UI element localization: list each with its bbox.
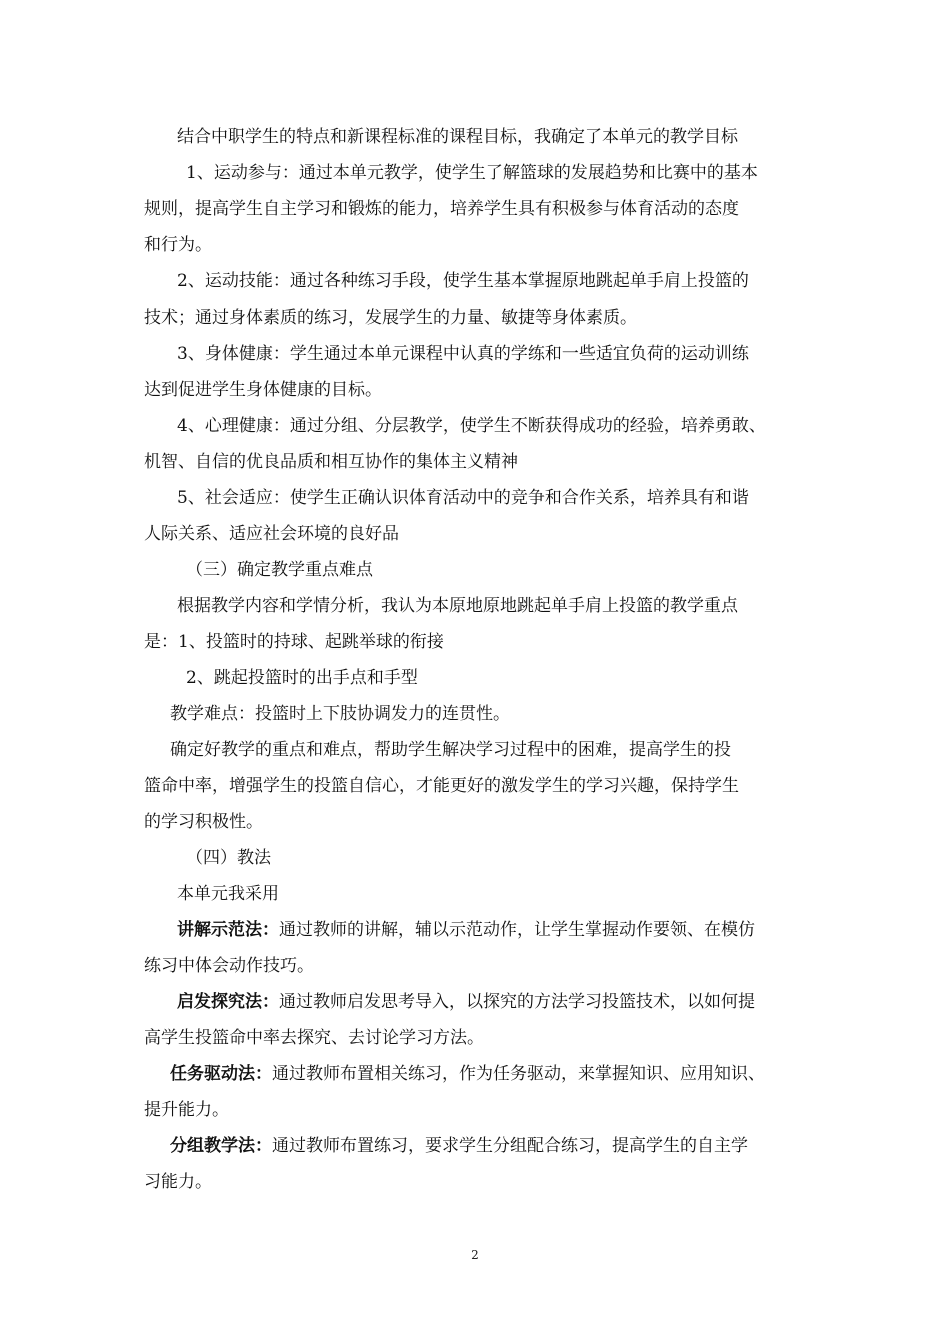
paragraph-line: 1、运动参与：通过本单元教学，使学生了解篮球的发展趋势和比赛中的基本 (186, 163, 758, 183)
section-heading: （三）确定教学重点难点 (186, 560, 373, 580)
paragraph-line: 是：1、投篮时的持球、起跳举球的衔接 (144, 632, 444, 652)
paragraph-line: 2、跳起投篮时的出手点和手型 (186, 668, 418, 688)
method-text: 通过教师启发思考导入，以探究的方法学习投篮技术，以如何提 (279, 992, 755, 1012)
paragraph-line: 人际关系、适应社会环境的良好品 (144, 524, 399, 544)
method-text: 提升能力。 (144, 1100, 229, 1120)
paragraph-line: 结合中职学生的特点和新课程标准的课程目标，我确定了本单元的教学目标 (177, 127, 738, 147)
method-line (170, 1064, 765, 1084)
paragraph-line: 根据教学内容和学情分析，我认为本原地原地跳起单手肩上投篮的教学重点 (177, 596, 738, 616)
section-heading: （四）教法 (186, 848, 271, 868)
method-line (177, 992, 755, 1012)
paragraph-line: 技术；通过身体素质的练习，发展学生的力量、敏捷等身体素质。 (144, 308, 637, 328)
paragraph-line: 篮命中率，增强学生的投篮自信心，才能更好的激发学生的学习兴趣，保持学生 (144, 776, 739, 796)
method-term: 讲解示范法： (177, 920, 279, 940)
method-line (177, 920, 755, 940)
method-text: 练习中体会动作技巧。 (144, 956, 314, 976)
method-line (144, 1028, 484, 1048)
method-line (144, 956, 314, 976)
page-number: 2 (471, 1248, 479, 1262)
paragraph-line: 教学难点：投篮时上下肢协调发力的连贯性。 (170, 704, 510, 724)
paragraph-line: 机智、自信的优良品质和相互协作的集体主义精神 (144, 452, 518, 472)
method-term: 分组教学法： (170, 1136, 272, 1156)
method-text: 习能力。 (144, 1172, 212, 1192)
method-line (144, 1100, 229, 1120)
method-text: 通过教师布置相关练习，作为任务驱动，来掌握知识、应用知识、 (272, 1064, 765, 1084)
method-line (144, 1172, 212, 1192)
paragraph-line: 本单元我采用 (177, 884, 279, 904)
paragraph-line: 3、身体健康：学生通过本单元课程中认真的学练和一些适宜负荷的运动训练 (177, 344, 749, 364)
paragraph-line: 的学习积极性。 (144, 812, 263, 832)
method-line (170, 1136, 748, 1156)
paragraph-line: 4、心理健康：通过分组、分层教学，使学生不断获得成功的经验，培养勇敢、 (177, 416, 766, 436)
paragraph-line: 达到促进学生身体健康的目标。 (144, 380, 382, 400)
method-text: 通过教师布置练习，要求学生分组配合练习，提高学生的自主学 (272, 1136, 748, 1156)
method-term: 启发探究法： (177, 992, 279, 1012)
paragraph-line: 和行为。 (144, 235, 212, 255)
paragraph-line: 规则，提高学生自主学习和锻炼的能力，培养学生具有积极参与体育活动的态度 (144, 199, 739, 219)
method-text: 通过教师的讲解，辅以示范动作，让学生掌握动作要领、在模仿 (279, 920, 755, 940)
method-text: 高学生投篮命中率去探究、去讨论学习方法。 (144, 1028, 484, 1048)
paragraph-line: 2、运动技能：通过各种练习手段，使学生基本掌握原地跳起单手肩上投篮的 (177, 271, 749, 291)
method-term: 任务驱动法： (170, 1064, 272, 1084)
paragraph-line: 5、社会适应：使学生正确认识体育活动中的竞争和合作关系，培养具有和谐 (177, 488, 749, 508)
paragraph-line: 确定好教学的重点和难点，帮助学生解决学习过程中的困难，提高学生的投 (170, 740, 731, 760)
